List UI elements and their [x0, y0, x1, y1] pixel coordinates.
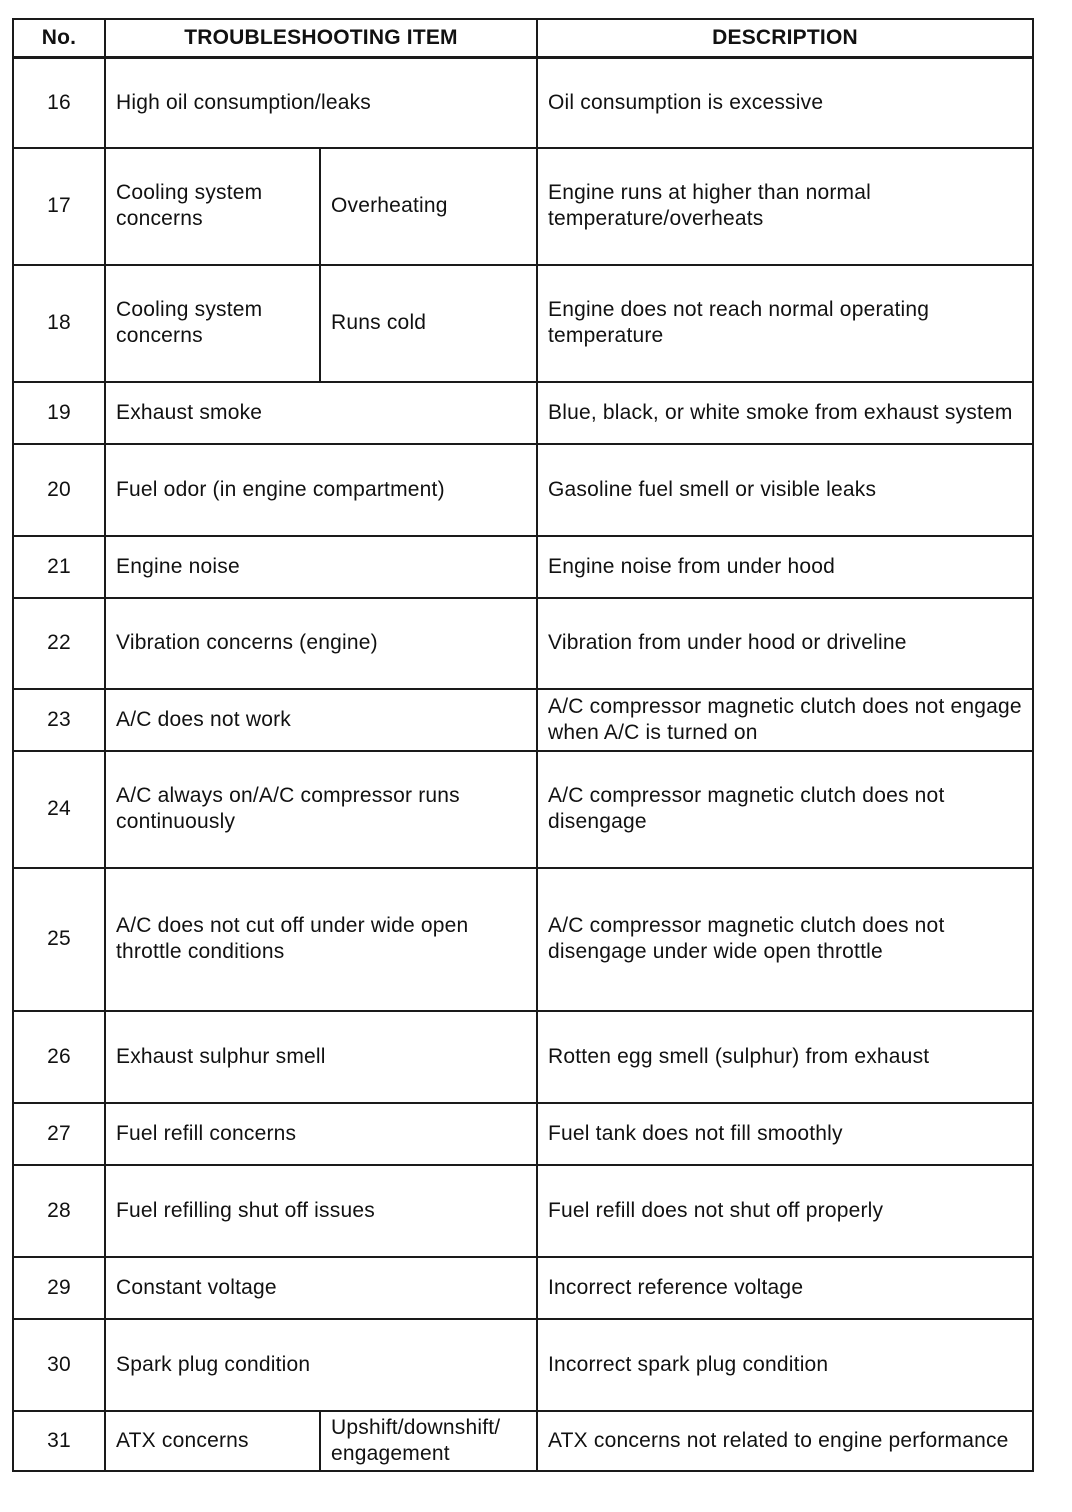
row-number: 17 [13, 148, 105, 265]
table-row [13, 751, 1033, 868]
header-description: DESCRIPTION [537, 19, 1033, 58]
row-number: 20 [13, 444, 105, 536]
table-row [13, 58, 1033, 148]
table-row [13, 382, 1033, 444]
table-row [13, 689, 1033, 751]
row-number: 26 [13, 1011, 105, 1103]
troubleshooting-item: Cooling system concerns [105, 148, 320, 265]
troubleshooting-item: Fuel odor (in engine compartment) [105, 444, 537, 536]
row-number: 25 [13, 868, 105, 1011]
description: Vibration from under hood or driveline [537, 598, 1033, 689]
troubleshooting-table [12, 18, 1034, 1472]
description: Fuel refill does not shut off properly [537, 1165, 1033, 1257]
description: Oil consumption is excessive [537, 58, 1033, 148]
troubleshooting-item: A/C always on/A/C compressor runs continuously [105, 751, 537, 868]
header-troubleshooting-item: TROUBLESHOOTING ITEM [105, 19, 537, 58]
description: Engine does not reach normal operating temperature [537, 265, 1033, 382]
table-row [13, 1319, 1033, 1411]
description: Engine noise from under hood [537, 536, 1033, 598]
troubleshooting-item: High oil consumption/leaks [105, 58, 537, 148]
description: A/C compressor magnetic clutch does not disengage under wide open throttle [537, 868, 1033, 1011]
troubleshooting-item: Exhaust sulphur smell [105, 1011, 537, 1103]
row-number: 23 [13, 689, 105, 751]
row-number: 16 [13, 58, 105, 148]
table-row [13, 148, 1033, 265]
troubleshooting-item: Fuel refill concerns [105, 1103, 537, 1165]
troubleshooting-item: Engine noise [105, 536, 537, 598]
troubleshooting-item: Constant voltage [105, 1257, 537, 1319]
troubleshooting-item: A/C does not work [105, 689, 537, 751]
troubleshooting-item: Vibration concerns (engine) [105, 598, 537, 689]
table-row [13, 1011, 1033, 1103]
row-number: 22 [13, 598, 105, 689]
row-number: 19 [13, 382, 105, 444]
header-no: No. [13, 19, 105, 58]
table-row [13, 1257, 1033, 1319]
row-number: 27 [13, 1103, 105, 1165]
row-number: 24 [13, 751, 105, 868]
description: A/C compressor magnetic clutch does not engage when A/C is turned on [537, 689, 1033, 751]
description: Fuel tank does not fill smoothly [537, 1103, 1033, 1165]
row-number: 30 [13, 1319, 105, 1411]
troubleshooting-item: A/C does not cut off under wide open throttle conditions [105, 868, 537, 1011]
table-row [13, 598, 1033, 689]
description: Rotten egg smell (sulphur) from exhaust [537, 1011, 1033, 1103]
troubleshooting-item: Exhaust smoke [105, 382, 537, 444]
description: Gasoline fuel smell or visible leaks [537, 444, 1033, 536]
troubleshooting-item: Spark plug condition [105, 1319, 537, 1411]
table-row [13, 265, 1033, 382]
table-header-row [13, 19, 1033, 58]
table-row [13, 536, 1033, 598]
row-number: 21 [13, 536, 105, 598]
troubleshooting-item: Fuel refilling shut off issues [105, 1165, 537, 1257]
description: Incorrect spark plug condition [537, 1319, 1033, 1411]
troubleshooting-item: Cooling system concerns [105, 265, 320, 382]
table-row [13, 1165, 1033, 1257]
troubleshooting-subitem: Upshift/downshift/ engagement [320, 1411, 537, 1471]
row-number: 29 [13, 1257, 105, 1319]
troubleshooting-sheet [12, 18, 1032, 1472]
troubleshooting-subitem: Runs cold [320, 265, 537, 382]
troubleshooting-subitem: Overheating [320, 148, 537, 265]
table-row [13, 1411, 1033, 1471]
description: Engine runs at higher than normal temperature/overheats [537, 148, 1033, 265]
description: A/C compressor magnetic clutch does not disengage [537, 751, 1033, 868]
row-number: 18 [13, 265, 105, 382]
table-row [13, 868, 1033, 1011]
row-number: 31 [13, 1411, 105, 1471]
description: ATX concerns not related to engine performance [537, 1411, 1033, 1471]
troubleshooting-item: ATX concerns [105, 1411, 320, 1471]
table-row [13, 1103, 1033, 1165]
description: Incorrect reference voltage [537, 1257, 1033, 1319]
description: Blue, black, or white smoke from exhaust system [537, 382, 1033, 444]
row-number: 28 [13, 1165, 105, 1257]
table-row [13, 444, 1033, 536]
